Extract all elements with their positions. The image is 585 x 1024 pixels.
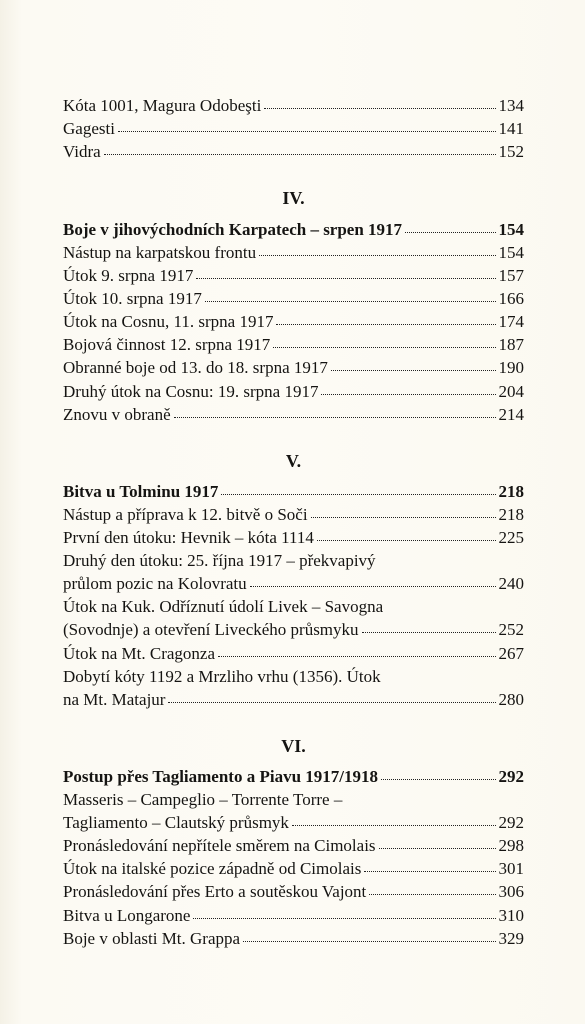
page-number: 292 bbox=[498, 812, 524, 832]
toc-entry[interactable] bbox=[63, 880, 524, 903]
page-number: 174 bbox=[498, 312, 524, 332]
dot-leader bbox=[311, 501, 496, 518]
toc-chapter-entry[interactable] bbox=[63, 217, 524, 240]
dot-leader bbox=[381, 763, 495, 780]
toc-entry[interactable] bbox=[63, 857, 524, 880]
toc-entry[interactable] bbox=[63, 403, 524, 426]
toc-entry[interactable] bbox=[63, 356, 524, 379]
entry-title: (Sovodnje) a otevření Liveckého průsmyku bbox=[63, 620, 359, 640]
page-number: 154 bbox=[498, 242, 524, 262]
page-number: 218 bbox=[498, 504, 524, 524]
dot-leader bbox=[243, 925, 495, 942]
entry-title: Kóta 1001, Magura Odobeşti bbox=[63, 96, 262, 116]
toc-entry[interactable] bbox=[63, 641, 524, 664]
dot-leader bbox=[362, 616, 496, 633]
dot-leader bbox=[250, 570, 496, 587]
entry-title: Boje v oblasti Mt. Grappa bbox=[63, 928, 241, 948]
toc-entry[interactable] bbox=[63, 811, 524, 834]
toc-entry[interactable] bbox=[63, 264, 524, 287]
entry-title: Útok na Mt. Cragonza bbox=[63, 643, 216, 663]
page-number: 166 bbox=[498, 288, 524, 308]
page-number: 141 bbox=[498, 119, 524, 139]
dot-leader bbox=[193, 901, 495, 918]
dot-leader bbox=[205, 285, 496, 302]
dot-leader bbox=[196, 262, 495, 279]
dot-leader bbox=[369, 878, 495, 895]
page-number: 280 bbox=[498, 689, 524, 709]
toc-entry[interactable] bbox=[63, 117, 524, 140]
section-heading: VI. bbox=[281, 735, 306, 756]
toc-entry[interactable] bbox=[63, 927, 524, 950]
toc-entry-line: Dobytí kóty 1192 a Mrzliho vrhu (1356). Útok bbox=[63, 666, 381, 686]
page-number: 301 bbox=[498, 859, 524, 879]
page-number: 329 bbox=[498, 928, 524, 948]
toc-entry[interactable] bbox=[63, 310, 524, 333]
dot-leader bbox=[104, 138, 496, 155]
toc-entry-line: Druhý den útoku: 25. října 1917 – překvapivý bbox=[63, 551, 376, 571]
entry-title: Bojová činnost 12. srpna 1917 bbox=[63, 335, 271, 355]
entry-title: Pronásledování přes Erto a soutěskou Vajont bbox=[63, 882, 367, 902]
toc-entry[interactable] bbox=[63, 379, 524, 402]
entry-title: Vidra bbox=[63, 142, 101, 162]
dot-leader bbox=[118, 115, 496, 132]
toc-entry-line: Masseris – Campeglio – Torrente Torre – bbox=[63, 789, 343, 809]
toc-entry-line: Útok na Kuk. Odříznutí údolí Livek – Savogna bbox=[63, 597, 384, 617]
dot-leader bbox=[168, 686, 495, 703]
entry-title: Pronásledování nepřítele směrem na Cimolais bbox=[63, 836, 376, 856]
page-number: 190 bbox=[498, 358, 524, 378]
dot-leader bbox=[273, 331, 495, 348]
table-of-contents bbox=[63, 94, 524, 950]
entry-title: Útok na Cosnu, 11. srpna 1917 bbox=[63, 312, 274, 332]
dot-leader bbox=[276, 308, 495, 325]
toc-entry[interactable] bbox=[63, 94, 524, 117]
entry-title: Útok 10. srpna 1917 bbox=[63, 288, 202, 308]
entry-title: Nástup a příprava k 12. bitvě o Soči bbox=[63, 504, 308, 524]
toc-entry[interactable] bbox=[63, 241, 524, 264]
entry-title: Bitva u Tolminu 1917 bbox=[63, 481, 219, 501]
page-number: 154 bbox=[498, 219, 524, 239]
entry-title: Útok 9. srpna 1917 bbox=[63, 265, 194, 285]
dot-leader bbox=[364, 855, 495, 872]
entry-title: První den útoku: Hevnik – kóta 1114 bbox=[63, 528, 314, 548]
entry-title: Tagliamento – Clautský průsmyk bbox=[63, 812, 289, 832]
entry-title: Postup přes Tagliamento a Piavu 1917/1918 bbox=[63, 766, 379, 786]
page-number: 152 bbox=[498, 142, 524, 162]
entry-title: Obranné boje od 13. do 18. srpna 1917 bbox=[63, 358, 328, 378]
page-number: 157 bbox=[498, 265, 524, 285]
page-number: 310 bbox=[498, 905, 524, 925]
toc-chapter-entry[interactable] bbox=[63, 480, 524, 503]
entry-title: Druhý útok na Cosnu: 19. srpna 1917 bbox=[63, 381, 319, 401]
section-heading: IV. bbox=[282, 188, 305, 209]
toc-entry[interactable] bbox=[63, 618, 524, 641]
page-number: 267 bbox=[498, 643, 524, 663]
entry-title: Nástup na karpatskou frontu bbox=[63, 242, 257, 262]
entry-title: Znovu v obraně bbox=[63, 404, 171, 424]
entry-title: Gagesti bbox=[63, 119, 115, 139]
toc-entry[interactable] bbox=[63, 834, 524, 857]
entry-title: Útok na italské pozice západně od Cimolais bbox=[63, 859, 362, 879]
entry-title: Boje v jihovýchodních Karpatech – srpen 1917 bbox=[63, 219, 403, 239]
page-number: 298 bbox=[498, 836, 524, 856]
dot-leader bbox=[221, 478, 495, 495]
page-number: 187 bbox=[498, 335, 524, 355]
toc-entry[interactable] bbox=[63, 903, 524, 926]
dot-leader bbox=[317, 524, 496, 541]
toc-entry[interactable] bbox=[63, 688, 524, 711]
toc-entry[interactable] bbox=[63, 572, 524, 595]
dot-leader bbox=[379, 832, 496, 849]
dot-leader bbox=[331, 354, 496, 371]
page-number: 204 bbox=[498, 381, 524, 401]
toc-entry[interactable] bbox=[63, 140, 524, 163]
toc-chapter-entry[interactable] bbox=[63, 765, 524, 788]
entry-title: průlom pozic na Kolovratu bbox=[63, 574, 247, 594]
dot-leader bbox=[264, 92, 495, 109]
page-number: 240 bbox=[498, 574, 524, 594]
toc-entry[interactable] bbox=[63, 333, 524, 356]
page-number: 134 bbox=[498, 96, 524, 116]
page-number: 225 bbox=[498, 528, 524, 548]
page-number: 218 bbox=[498, 481, 524, 501]
section-heading: V. bbox=[285, 450, 302, 471]
dot-leader bbox=[292, 809, 496, 826]
dot-leader bbox=[321, 377, 495, 394]
dot-leader bbox=[174, 401, 496, 418]
page-number: 306 bbox=[498, 882, 524, 902]
toc-entry[interactable] bbox=[63, 503, 524, 526]
dot-leader bbox=[259, 239, 495, 256]
page-number: 214 bbox=[498, 404, 524, 424]
entry-title: na Mt. Matajur bbox=[63, 689, 166, 709]
dot-leader bbox=[405, 215, 495, 232]
dot-leader bbox=[218, 639, 495, 656]
entry-title: Bitva u Longarone bbox=[63, 905, 191, 925]
toc-entry[interactable] bbox=[63, 526, 524, 549]
page-number: 292 bbox=[498, 766, 524, 786]
toc-entry[interactable] bbox=[63, 287, 524, 310]
page-number: 252 bbox=[498, 620, 524, 640]
